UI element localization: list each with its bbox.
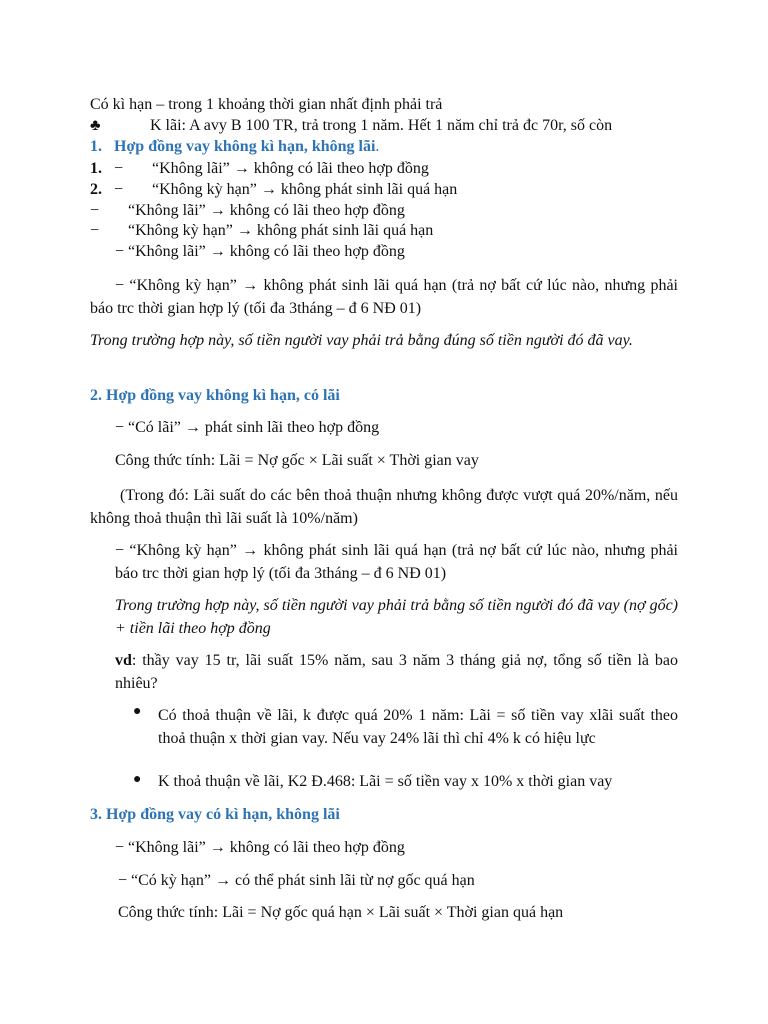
item-number: 1. — [90, 160, 102, 177]
dash-item-3: − “Không lãi” → không có lãi theo hợp đồng — [115, 243, 405, 260]
heading-3: 3. Hợp đồng vay có kì hạn, không lãi — [90, 806, 340, 823]
bullet-item-1: Có thoả thuận về lãi, k được quá 20% 1 năm: Lãi = số tiền vay xlãi suất theo thoả thuận x thời gian vay. Nếu vay 24% lãi thì chỉ 4% k có hiệu lực — [158, 707, 678, 747]
item-text: “Không kỳ hạn” → không phát sinh lãi quá hạn — [152, 181, 458, 198]
formula-line-2: Công thức tính: Lãi = Nợ gốc quá hạn × Lãi suất × Thời gian quá hạn — [118, 904, 564, 921]
bullet-icon: ● — [133, 772, 142, 787]
dash: − — [90, 222, 100, 239]
item-text: “Không lãi” → không có lãi theo hợp đồng — [128, 202, 405, 219]
example-label: vd — [115, 652, 132, 669]
item-text: “Không lãi” → không có lãi theo hợp đồng — [152, 160, 429, 177]
intro-line: Có kì hạn – trong 1 khoảng thời gian nhất định phải trả — [90, 96, 443, 113]
paragraph-note-2: Trong trường hợp này, số tiền người vay phải trả bằng số tiền người đó đã vay (nợ gốc) + tiền lãi theo hợp đồng — [115, 597, 678, 637]
numbered-item-1 — [90, 159, 429, 179]
dash-item-1 — [90, 201, 405, 221]
dash: − — [114, 160, 124, 177]
dash: − — [114, 181, 124, 198]
example-paragraph — [115, 649, 678, 695]
paragraph-note-1: Trong trường hợp này, số tiền người vay phải trả bằng đúng số tiền người đó đã vay. — [90, 332, 633, 349]
heading-1-dot: . — [375, 138, 380, 155]
loan-example-text: K lãi: A avy B 100 TR, trả trong 1 năm. Hết 1 năm chỉ trả đc 70r, số còn — [150, 117, 613, 134]
paragraph-no-term: − “Không kỳ hạn” → không phát sinh lãi quá hạn (trả nợ bất cứ lúc nào, nhưng phải báo trc thời gian hợp lý (tối đa 3tháng – đ 6 NĐ 01) — [90, 277, 678, 317]
has-interest-line: − “Có lãi” → phát sinh lãi theo hợp đồng — [115, 419, 380, 436]
club-icon: ♣ — [90, 117, 101, 134]
paragraph-no-term-2: − “Không kỳ hạn” → không phát sinh lãi quá hạn (trả nợ bất cứ lúc nào, nhưng phải báo trc thời gian hợp lý (tối đa 3tháng – đ 6 NĐ 01) — [115, 542, 678, 582]
heading-1-text: Hợp đồng vay không kì hạn, không lãi — [114, 138, 376, 155]
dash: − — [90, 202, 100, 219]
no-interest-line: − “Không lãi” → không có lãi theo hợp đồng — [115, 839, 405, 856]
item-number: 2. — [90, 181, 102, 198]
heading-1-number: 1. — [90, 138, 102, 155]
formula-line-1: Công thức tính: Lãi = Nợ gốc × Lãi suất × Thời gian vay — [115, 452, 479, 469]
has-term-line: − “Có kỳ hạn” → có thể phát sinh lãi từ nợ gốc quá hạn — [118, 872, 475, 889]
item-text: “Không kỳ hạn” → không phát sinh lãi quá hạn — [128, 222, 434, 239]
numbered-item-2 — [90, 180, 457, 200]
club-bullet-line — [90, 116, 612, 136]
bullet-item-2: K thoả thuận về lãi, K2 Đ.468: Lãi = số tiền vay x 10% x thời gian vay — [158, 773, 613, 790]
example-text: : thầy vay 15 tr, lãi suất 15% năm, sau 3 năm 3 tháng giả nợ, tổng số tiền là bao nhiêu? — [115, 652, 678, 692]
dash-item-2 — [90, 221, 433, 241]
paragraph-interest-rate: (Trong đó: Lãi suất do các bên thoả thuận nhưng không được vượt quá 20%/năm, nếu không thoả thuận thì lãi suất là 10%/năm) — [90, 487, 678, 527]
bullet-icon: ● — [133, 704, 142, 719]
heading-2: 2. Hợp đồng vay không kì hạn, có lãi — [90, 387, 340, 404]
heading-1 — [90, 137, 379, 157]
